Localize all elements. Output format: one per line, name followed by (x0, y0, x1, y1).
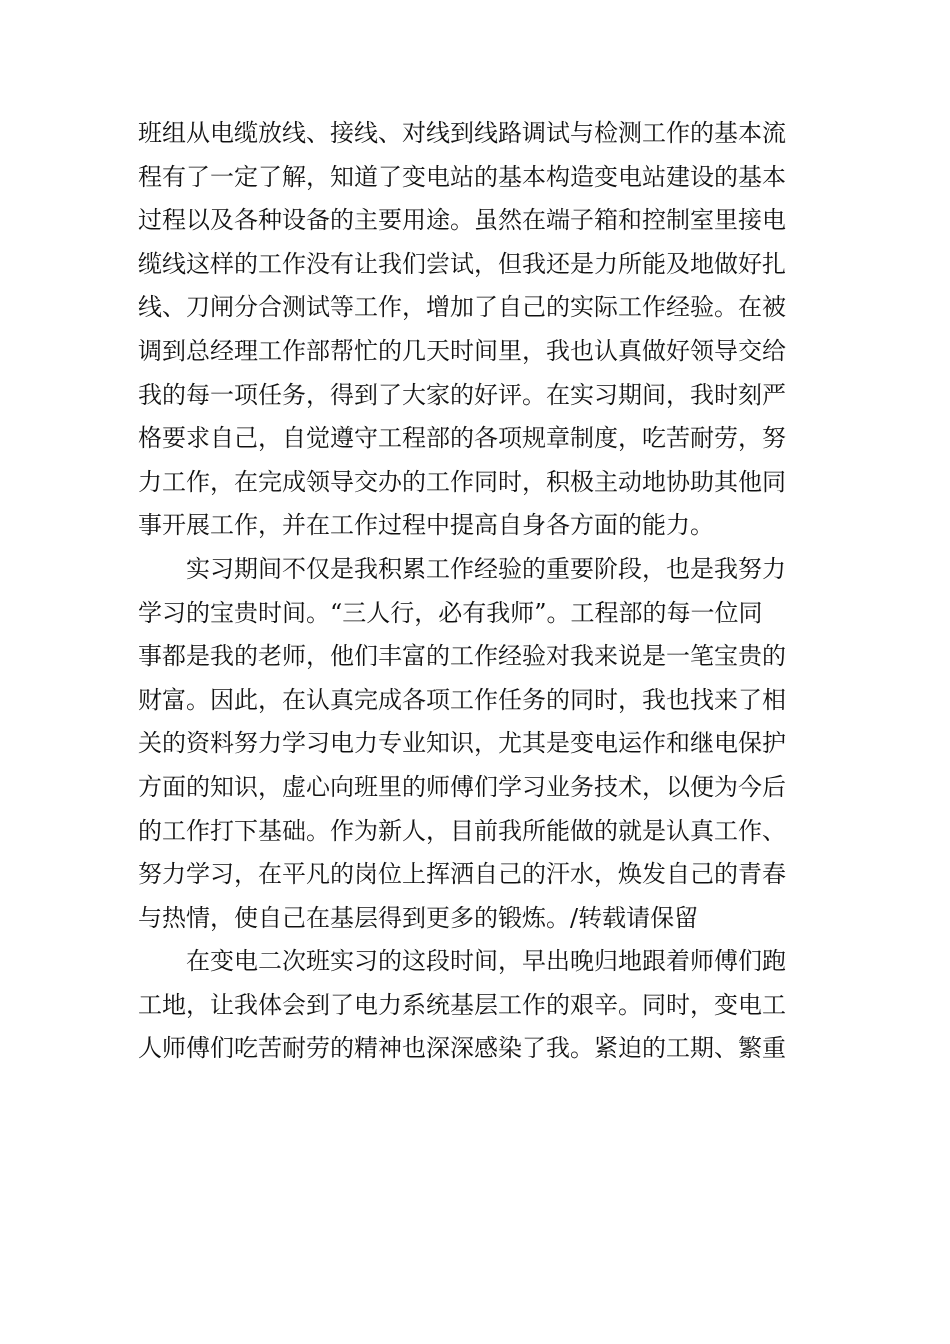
paragraph-3 (138, 940, 838, 1071)
text-line: 事开展工作，并在工作过程中提高自身各方面的能力。 (138, 511, 714, 540)
text-line: 程有了一定了解，知道了变电站的基本构造变电站建设的基本 (138, 162, 786, 191)
text-line: 的工作打下基础。作为新人，目前我所能做的就是认真工作、 (138, 816, 786, 845)
text-line: 调到总经理工作部帮忙的几天时间里，我也认真做好领导交给 (138, 336, 786, 365)
document-body (138, 112, 838, 1071)
text-line: 在变电二次班实习的这段时间，早出晚归地跟着师傅们跑 (186, 947, 786, 976)
text-line: 缆线这样的工作没有让我们尝试，但我还是力所能及地做好扎 (138, 249, 786, 278)
text-line: 人师傅们吃苦耐劳的精神也深深感染了我。紧迫的工期、繁重 (138, 1034, 786, 1063)
text-line: 与热情，使自己在基层得到更多的锻炼。/转载请保留 (138, 903, 699, 932)
text-line: 线、刀闸分合测试等工作，增加了自己的实际工作经验。在被 (138, 293, 786, 322)
text-line: 方面的知识，虚心向班里的师傅们学习业务技术，以便为今后 (138, 772, 786, 801)
text-line: 事都是我的老师，他们丰富的工作经验对我来说是一笔宝贵的 (138, 642, 786, 671)
text-line: 工地，让我体会到了电力系统基层工作的艰辛。同时，变电工 (138, 990, 786, 1019)
text-line: 实习期间不仅是我积累工作经验的重要阶段，也是我努力 (186, 554, 786, 583)
text-line: 班组从电缆放线、接线、对线到线路调试与检测工作的基本流 (138, 119, 786, 147)
text-line: 财富。因此，在认真完成各项工作任务的同时，我也找来了相 (138, 685, 786, 714)
text-line: 学习的宝贵时间。“三人行，必有我师”。工程部的每一位同 (138, 598, 763, 627)
text-line: 关的资料努力学习电力专业知识，尤其是变电运作和继电保护 (138, 729, 786, 758)
text-line: 格要求自己，自觉遵守工程部的各项规章制度，吃苦耐劳，努 (138, 424, 786, 453)
text-line: 努力学习，在平凡的岗位上挥洒自己的汗水，焕发自己的青春 (138, 860, 786, 889)
text-line: 我的每一项任务，得到了大家的好评。在实习期间，我时刻严 (138, 380, 786, 409)
text-line: 力工作，在完成领导交办的工作同时，积极主动地协助其他同 (138, 467, 786, 496)
paragraph-1 (138, 112, 838, 548)
text-line: 过程以及各种设备的主要用途。虽然在端子箱和控制室里接电 (138, 206, 786, 235)
paragraph-2 (138, 548, 838, 940)
